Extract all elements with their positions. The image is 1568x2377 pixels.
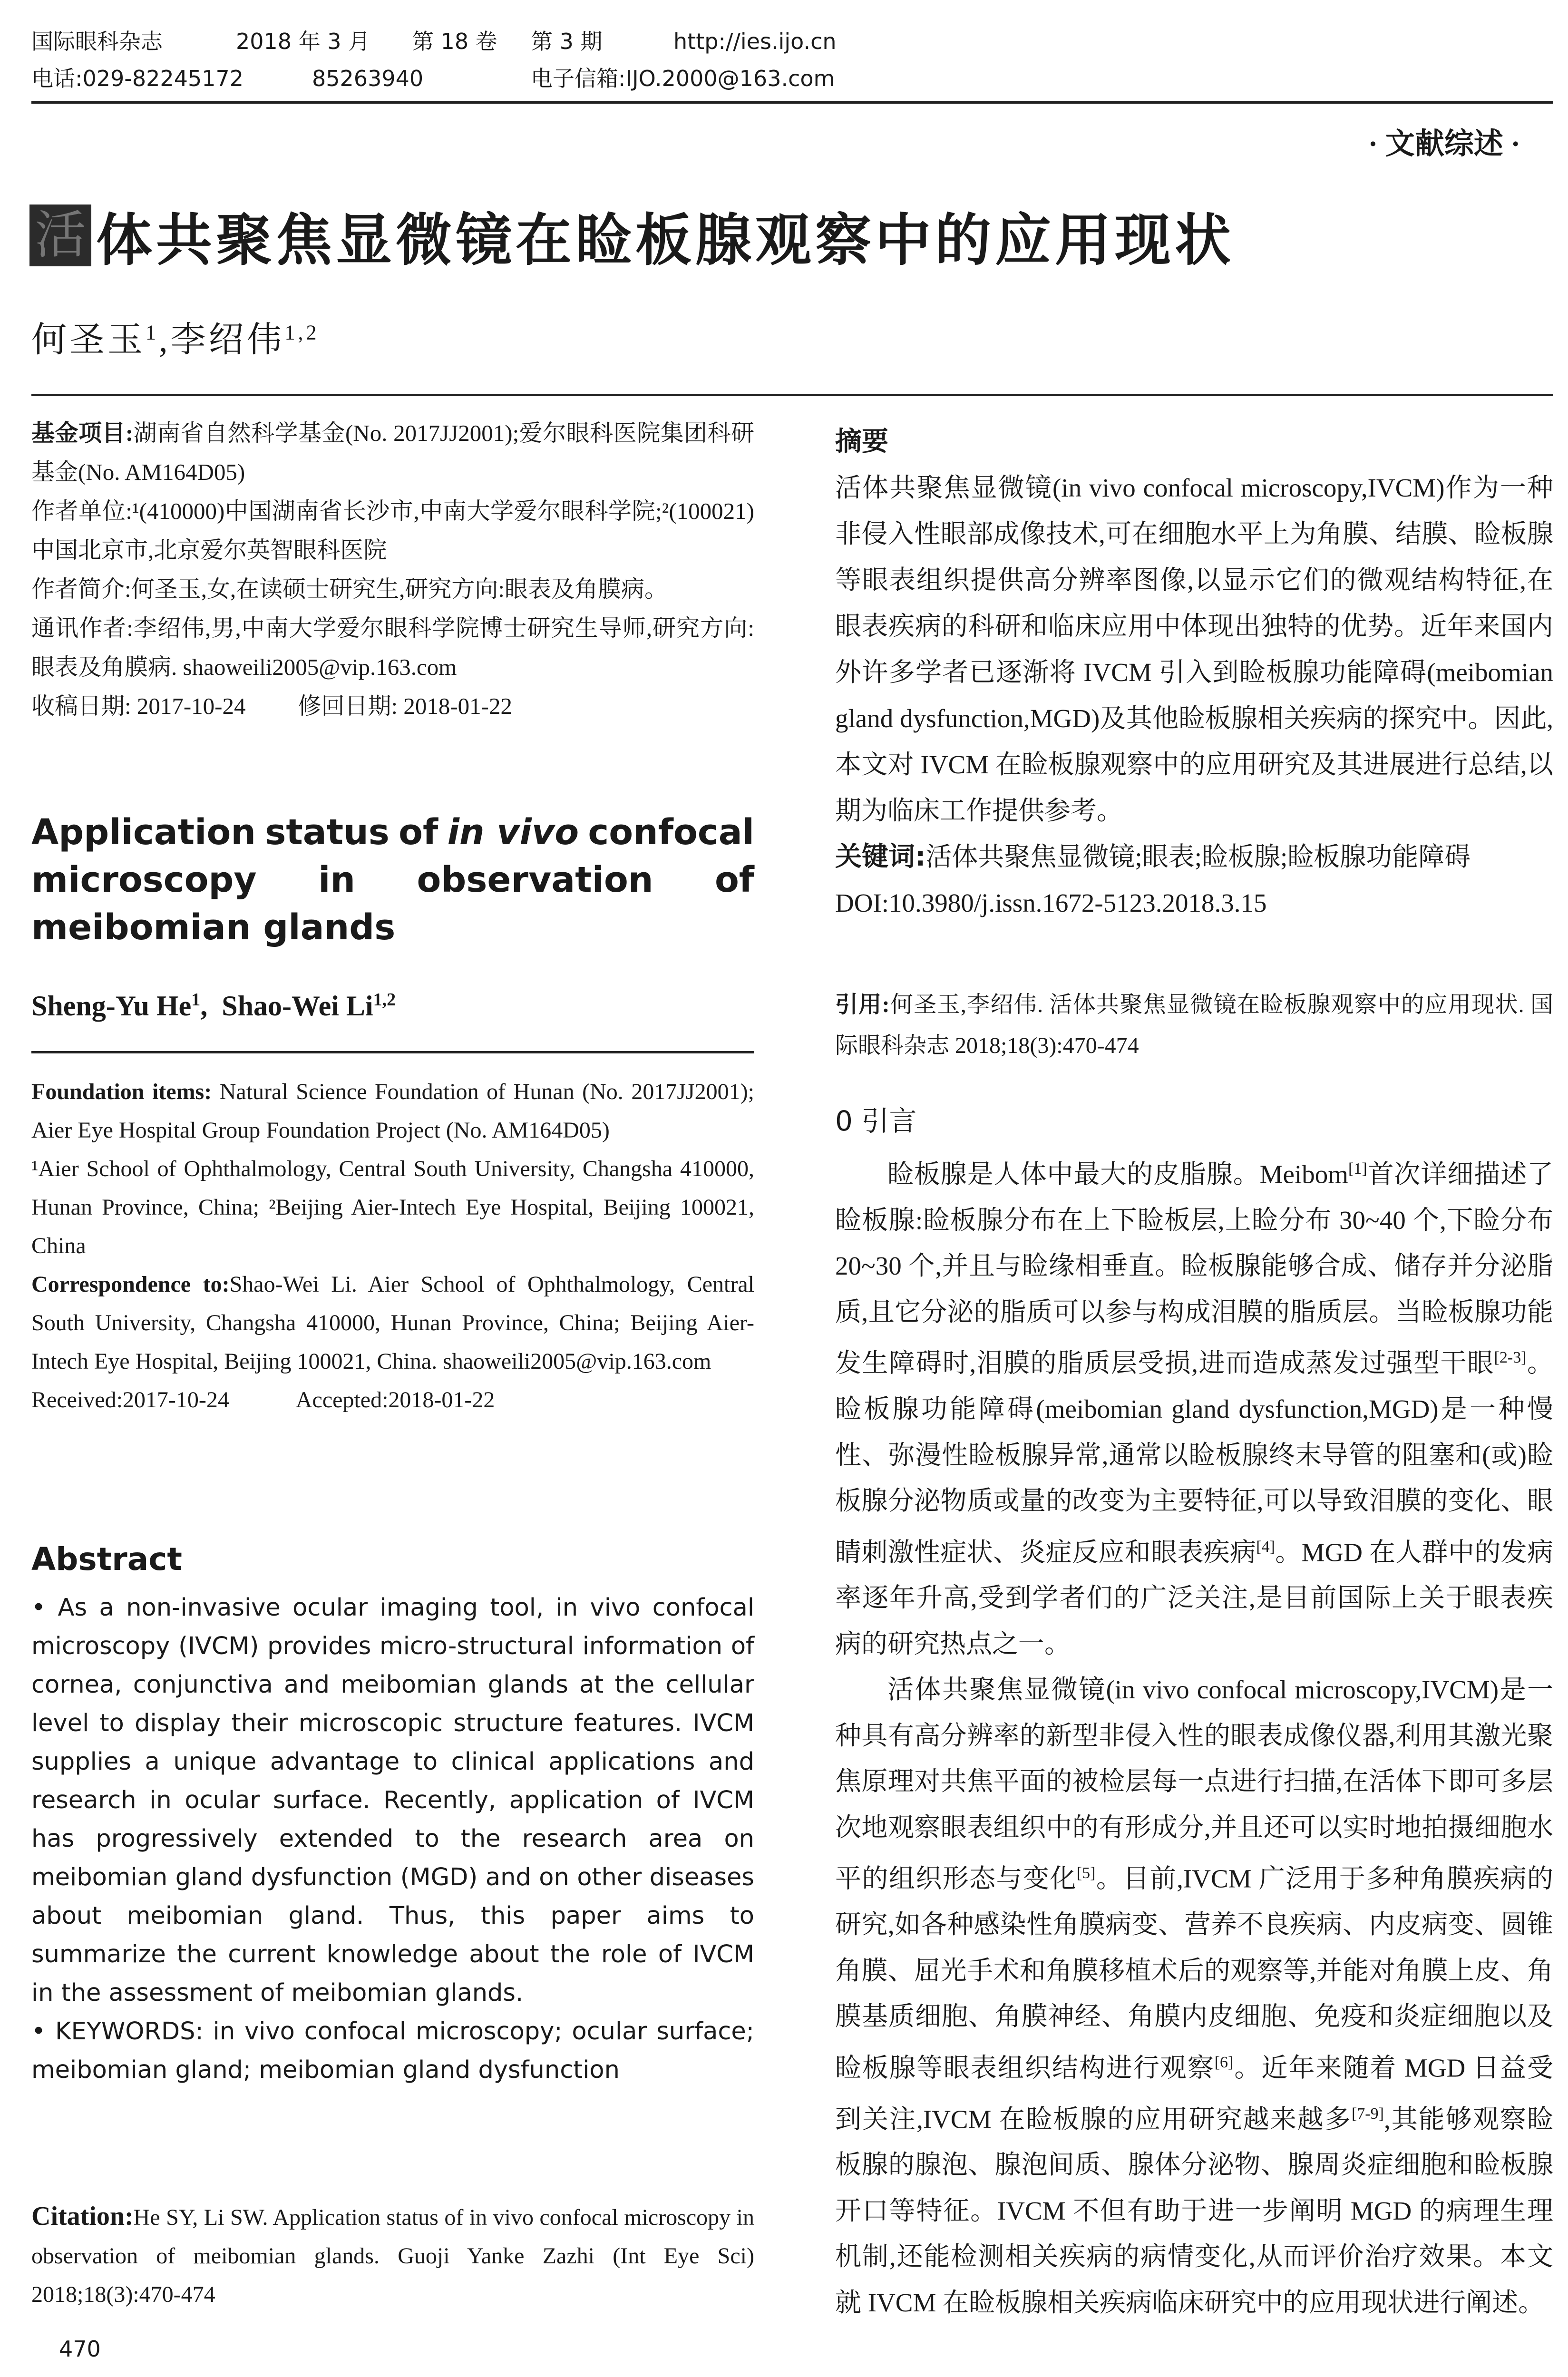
bio-text: 何圣玉,女,在读硕士研究生,研究方向:眼表及角膜病。 [131,576,668,602]
en-title-word: in [318,859,356,900]
corr-label: 通讯作者: [31,615,133,641]
bio-cn [31,570,754,609]
author-separator: , [159,321,171,360]
section-tag: · 文献综述 · [1368,128,1520,160]
corr-text: 李绍伟,男,中南大学爱尔眼科学院博士研究生导师,研究方向:眼表及角膜病. shaoweili2005@vip.163.com [31,615,754,680]
en-title-word: in vivo [447,812,579,853]
en-title-line-2 [31,856,754,904]
en-author-2-affil: 1,2 [373,990,396,1010]
revised-date: 修回日期: 2018-01-22 [298,693,512,719]
abstract-cn-keywords [835,834,1553,880]
p1-text: 首次详细描述了睑板腺:睑板腺分布在上下睑板层,上睑分布 30~40 个,下睑分布 20~30 个,并且与睑缘相垂直。睑板腺能够合成、储存并分泌脂质,且它分泌的脂质可以参与构成泪膜的脂质层。当睑板腺功能发生障碍时,泪膜的脂质层受损,进而造成蒸发过强型干眼 [835,1159,1553,1378]
en-author-2: Shao-Wei Li [222,990,373,1022]
article-meta-cn [31,414,754,726]
en-title-word: of [399,812,438,853]
citation-cn-text: 何圣玉,李绍伟. 活体共聚焦显微镜在睑板腺观察中的应用现状. 国际眼科杂志 2018;18(3):470-474 [835,992,1553,1058]
received-date: 收稿日期: 2017-10-24 [31,693,246,719]
header-rule [31,101,1553,104]
p1-text: 。睑板腺功能障碍(meibomian gland dysfunction,MGD)是一种慢性、弥漫性睑板腺异常,通常以睑板腺终末导管的阻塞和(或)睑板腺分泌物质或量的改变为主要特征,可以导致泪膜的变化、眼睛刺激性症状、炎症反应和眼表疾病 [835,1348,1553,1567]
affiliation-en: ¹Aier School of Ophthalmology, Central South University, Changsha 410000, Hunan Province, China; ²Beijing Aier-Intech Eye Hospital, Beijing 100021, China [31,1156,754,1258]
en-title-word: microscopy [31,859,257,900]
ref-6: [6] [1214,2053,1234,2071]
english-title [31,809,754,951]
phone-2: 85263940 [312,66,424,91]
abstract-en [31,1588,754,2089]
ref-5: [5] [1076,1864,1096,1882]
phone: 电话:029-82245172 [31,66,244,91]
p2-text: 。近年来随着 MGD 日益受到关注,IVCM 在睑板腺的应用研究越来越多 [835,2053,1553,2133]
corr-en [31,1265,754,1381]
foundation-text: 湖南省自然科学基金(No. 2017JJ2001);爱尔眼科医院集团科研基金(No. AM164D05) [31,420,754,485]
citation-cn-label: 引用: [835,992,890,1017]
english-authors [31,989,754,1023]
citation-en-text: He SY, Li SW. Application status of in vivo confocal microscopy in observation of meibomian glands. Guoji Yanke Zazhi (Int Eye Sci) 2018;18(3):470-474 [31,2205,754,2307]
accepted-en: Accepted:2018-01-22 [295,1387,495,1413]
journal-url: http://ies.ijo.cn [673,29,837,54]
page-number: 470 [59,2336,101,2362]
corr-en-label: Correspondence to: [31,1272,230,1297]
foundation-en [31,1072,754,1150]
issue-date: 2018 年 3 月 [236,29,370,54]
intro-paragraph-1 [835,1146,1553,1667]
ref-1: [1] [1348,1160,1367,1178]
title-rule [31,394,1553,396]
abstract-en-keywords: • KEYWORDS: in vivo confocal microscopy; ocular surface; meibomian gland; meibomian gland dysfunction [31,2017,754,2084]
authors-cn [31,312,320,362]
running-header [31,23,1553,97]
abstract-cn [835,419,1553,926]
keywords-cn-text: 活体共聚焦显微镜;眼表;睑板腺;睑板腺功能障碍 [925,842,1471,871]
author-2: 李绍伟 [170,321,285,360]
title-initial-box [29,205,91,266]
p2-text: ,其能够观察睑板腺的腺泡、腺泡间质、腺体分泌物、腺周炎症细胞和睑板腺开口等特征。IVCM 不但有助于进一步阐明 MGD 的病理生理机制,还能检测相关疾病的病情变化,从而评价治疗效果。本文就 IVCM 在睑板腺相关疾病临床研究中的应用现状进行阐述。 [835,2104,1553,2317]
intro-heading: 0 引言 [835,1105,917,1137]
unit-label: 作者单位: [31,498,132,524]
author-1: 何圣玉 [31,321,146,360]
article-title [29,200,1235,271]
intro-paragraph-2 [835,1667,1553,2326]
p2-text: 。目前,IVCM 广泛用于多种角膜疾病的研究,如各种感染性角膜病变、营养不良疾病、内皮病变、圆锥角膜、屈光手术和角膜移植术后的观察等,并能对角膜上皮、角膜基质细胞、角膜神经、角膜内皮细胞、免疫和炎症细胞以及睑板腺等眼表组织结构进行观察 [835,1864,1553,2083]
author-2-affil: 1,2 [284,321,320,344]
citation-en [31,2197,754,2314]
dates-en [31,1381,754,1419]
en-title-word: confocal [588,812,754,853]
foundation-en-label: Foundation items: [31,1079,212,1104]
dates-cn [31,687,754,726]
abstract-en-heading: Abstract [31,1541,182,1578]
p2-text: 活体共聚焦显微镜(in vivo confocal microscopy,IVCM)是一种具有高分辨率的新型非侵入性的眼表成像仪器,利用其激光聚焦原理对共焦平面的被检层每一点进行扫描,在活体下即可多层次地观察眼表组织中的有形成分,并且还可以实时地拍摄细胞水平的组织形态与变化 [835,1675,1553,1893]
unit-text: ¹(410000)中国湖南省长沙市,中南大学爱尔眼科学院;²(100021)中国北京市,北京爱尔英智眼科医院 [31,498,755,563]
article-meta-en [31,1072,754,1419]
volume: 第 18 卷 [412,29,497,54]
abstract-en-body: • As a non-invasive ocular imaging tool, in vivo confocal microscopy (IVCM) provides micro-structural information of cornea, conjunctiva and meibomian glands at the cellular level to display their microscopic structure features. IVCM supplies a unique advantage to clinical applications and research in ocular surface. Recently, application of IVCM has progressively extended to the research area on meibomian gland dysfunction (MGD) and on other diseases about meibomian gland. Thus, this paper aims to summarize the current knowledge about the role of IVCM in the assessment of meibomian glands. [31,1594,754,2007]
p1-text: 。MGD 在人群中的发病率逐年升高,受到学者们的广泛关注,是目前国际上关于眼表疾病的研究热点之一。 [835,1537,1553,1658]
ref-2-3: [2-3] [1494,1349,1527,1367]
corr-cn [31,609,754,687]
received-en: Received:2017-10-24 [31,1387,229,1413]
issue: 第 3 期 [531,29,603,54]
english-authors-rule [31,1051,754,1053]
email: 电子信箱:IJO.2000@163.com [531,66,835,91]
citation-cn [835,984,1553,1066]
en-title-line-1 [31,809,754,856]
doi: DOI:10.3980/j.issn.1672-5123.2018.3.15 [835,888,1267,917]
en-title-word: observation [417,859,653,900]
keywords-cn-label: 关键词: [835,841,926,872]
author-1-affil: 1 [146,321,159,344]
en-author-separator: , [200,990,222,1022]
p1-text: 睑板腺是人体中最大的皮脂腺。Meibom [887,1159,1349,1189]
citation-en-label: Citation: [31,2202,134,2231]
journal-name: 国际眼科杂志 [31,29,163,54]
en-author-1-affil: 1 [191,990,201,1010]
foundation-label: 基金项目: [31,420,134,446]
en-title-word: of [714,859,754,900]
abstract-cn-heading: 摘要 [835,426,888,457]
title-initial: 活 [34,205,86,265]
intro-body [835,1146,1553,2326]
abstract-cn-body: 活体共聚焦显微镜(in vivo confocal microscopy,IVCM)作为一种非侵入性眼部成像技术,可在细胞水平上为角膜、结膜、睑板腺等眼表组织提供高分辨率图像,以显示它们的微观结构特征,在眼表疾病的科研和临床应用中体现出独特的优势。近年来国内外许多学者已逐渐将 IVCM 引入到睑板腺功能障碍(meibomian gland dysfunction,MGD)及其他睑板腺相关疾病的探究中。因此,本文对 IVCM 在睑板腺观察中的应用研究及其进展进行总结,以期为临床工作提供参考。 [835,473,1553,825]
ref-7-9: [7-9] [1351,2104,1384,2123]
en-author-1: Sheng-Yu He [31,990,192,1022]
foundation-cn [31,414,754,492]
en-title-word: status [265,812,390,853]
en-title-word: Application [31,812,256,853]
title-text: 体共聚焦显微镜在睑板腺观察中的应用现状 [96,207,1235,273]
unit-cn [31,492,754,570]
bio-label: 作者简介: [31,576,131,602]
ref-4: [4] [1256,1538,1275,1556]
en-title-line-3: meibomian glands [31,907,396,948]
corr-en-text: Shao-Wei Li. Aier School of Ophthalmology, Central South University, Changsha 410000, Hunan Province, China; Beijing Aier-Intech Eye Hospital, Beijing 100021, China. shaoweili2005@vip.163.com [31,1272,754,1374]
foundation-en-text: Natural Science Foundation of Hunan (No. 2017JJ2001); Aier Eye Hospital Group Foundation Project (No. AM164D05) [31,1079,754,1143]
